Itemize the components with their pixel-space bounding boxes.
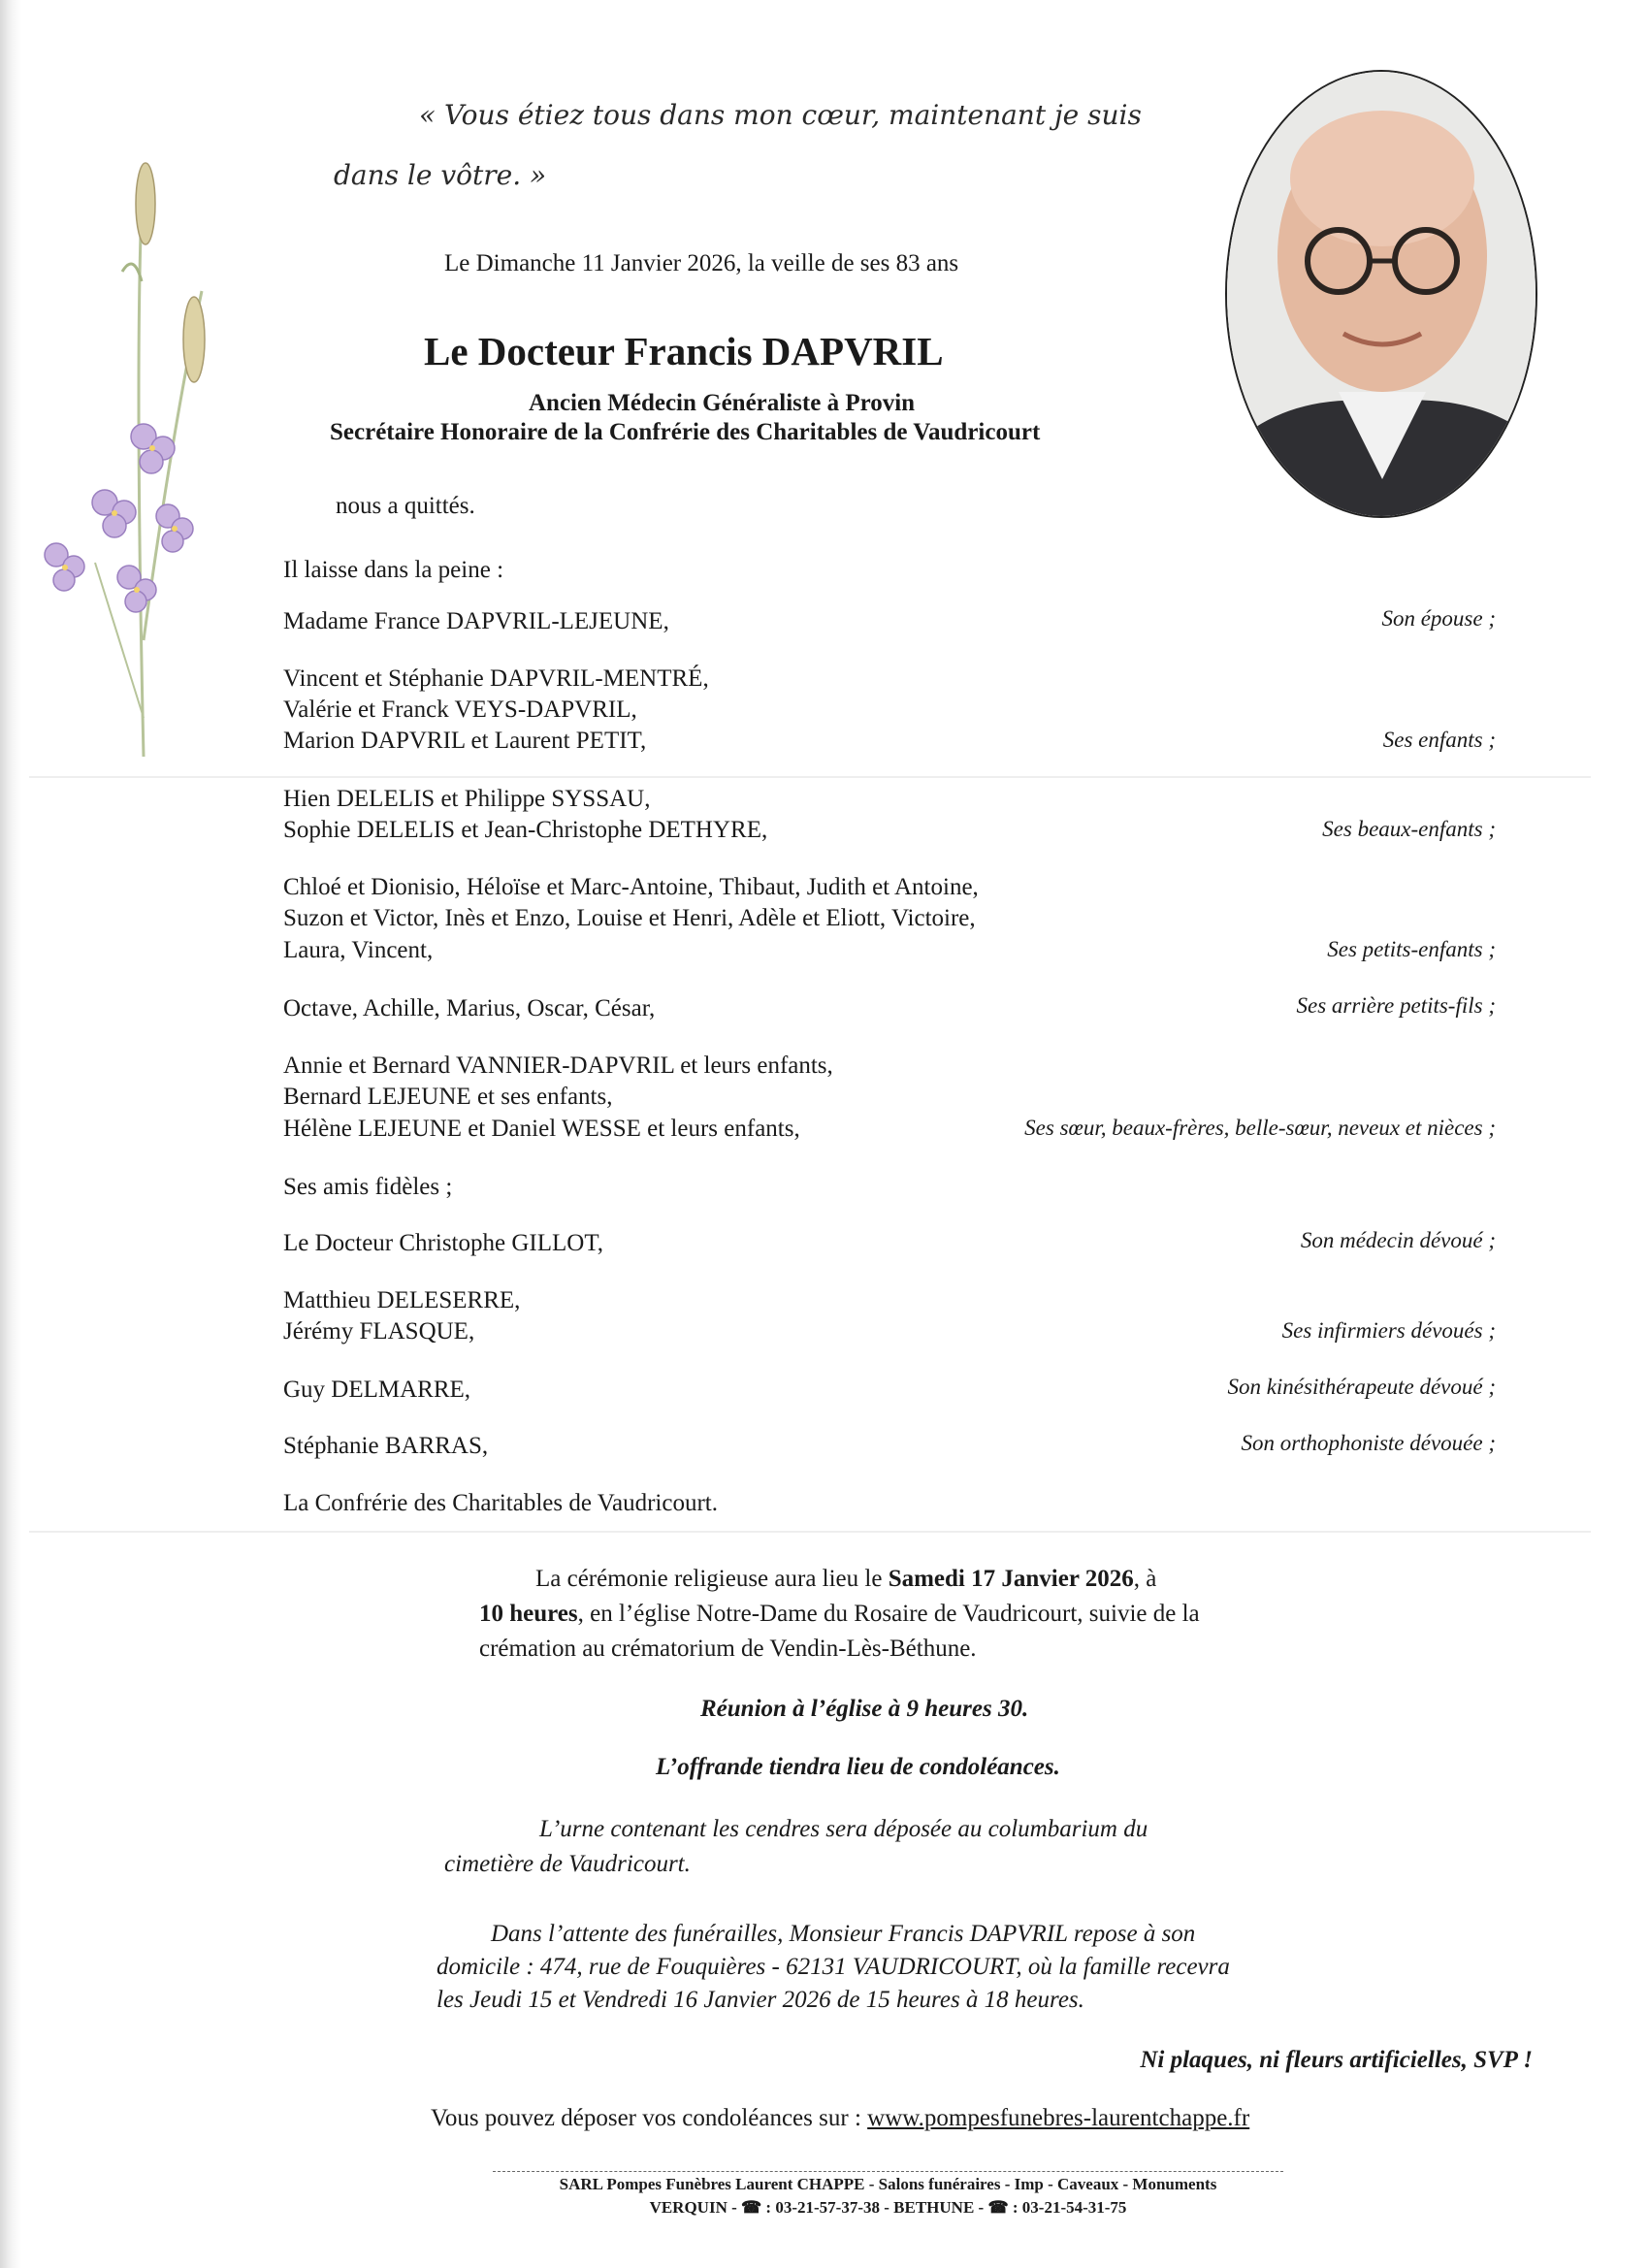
family-line: Matthieu DELESERRE, — [283, 1287, 521, 1313]
family-line: Marion DAPVRIL et Laurent PETIT, — [283, 728, 647, 754]
date-line: Le Dimanche 11 Janvier 2026, la veille de ses 83 ans — [444, 250, 959, 276]
family-line: Valérie et Franck VEYS-DAPVRIL, — [283, 697, 637, 723]
meeting-time: Réunion à l’église à 9 heures 30. — [700, 1696, 1029, 1722]
ceremony-line-3: crémation au crématorium de Vendin-Lès-Béthune. — [479, 1636, 977, 1662]
footer-contacts: VERQUIN - ☎ : 03-21-57-37-38 - BETHUNE - ☎ : 03-21-54-31-75 — [649, 2198, 1127, 2217]
family-line: Jérémy FLASQUE, — [283, 1318, 475, 1345]
rest-line-2: domicile : 474, rue de Fouquières - 62131 VAUDRICOURT, où la famille recevra — [436, 1954, 1230, 1980]
urn-line-2: cimetière de Vaudricourt. — [444, 1851, 691, 1877]
family-role: Son épouse ; — [1381, 606, 1496, 631]
no-flowers-note: Ni plaques, ni fleurs artificielles, SVP ! — [1140, 2047, 1533, 2073]
family-line: Octave, Achille, Marius, Oscar, César, — [283, 995, 656, 1021]
family-role: Ses sœur, beaux-frères, belle-sœur, neveux et nièces ; — [1024, 1116, 1496, 1140]
portrait-photo — [1225, 70, 1537, 518]
quote-line-1: « Vous étiez tous dans mon cœur, maintenant je suis — [419, 99, 1142, 131]
urn-line-1: L’urne contenant les cendres sera déposée au columbarium du — [539, 1816, 1148, 1842]
ceremony-date: Samedi 17 Janvier 2026 — [888, 1566, 1134, 1592]
condolences-link[interactable]: www.pompesfunebres-laurentchappe.fr — [867, 2105, 1250, 2131]
footer-company: SARL Pompes Funèbres Laurent CHAPPE - Salons funéraires - Imp - Caveaux - Monuments — [559, 2175, 1217, 2193]
deceased-name: Le Docteur Francis DAPVRIL — [424, 329, 944, 373]
flower-illustration — [27, 136, 211, 776]
family-role: Ses arrière petits-fils ; — [1296, 993, 1496, 1018]
page-edge-shadow — [0, 0, 21, 2268]
family-role: Ses petits-enfants ; — [1327, 937, 1496, 961]
condolences-line — [431, 2105, 1249, 2132]
rest-line-1: Dans l’attente des funérailles, Monsieur Francis DAPVRIL repose à son — [491, 1921, 1196, 1947]
family-line: Le Docteur Christophe GILLOT, — [283, 1230, 603, 1256]
family-line: Sophie DELELIS et Jean-Christophe DETHYRE, — [283, 817, 768, 843]
family-intro: Il laisse dans la peine : — [283, 557, 504, 583]
condolences-text: Vous pouvez déposer vos condoléances sur : — [431, 2105, 868, 2131]
family-role: Ses enfants ; — [1382, 728, 1496, 752]
rest-line-3: les Jeudi 15 et Vendredi 16 Janvier 2026 de 15 heures à 18 heures. — [436, 1987, 1084, 2013]
deceased-title-1: Ancien Médecin Généraliste à Provin — [529, 390, 916, 416]
family-line: Hien DELELIS et Philippe SYSSAU, — [283, 786, 651, 812]
family-line: Madame France DAPVRIL-LEJEUNE, — [283, 608, 669, 634]
family-line: La Confrérie des Charitables de Vaudricourt. — [283, 1490, 718, 1516]
ceremony-text: La cérémonie religieuse aura lieu le — [535, 1566, 889, 1592]
family-role: Son orthophoniste dévouée ; — [1241, 1431, 1496, 1455]
family-line: Ses amis fidèles ; — [283, 1174, 453, 1200]
offering-note: L’offrande tiendra lieu de condoléances. — [656, 1754, 1060, 1780]
ceremony-time: 10 heures — [479, 1601, 578, 1627]
family-line: Hélène LEJEUNE et Daniel WESSE et leurs enfants, — [283, 1116, 800, 1142]
quote-line-2: dans le vôtre. » — [334, 159, 547, 191]
family-line: Stéphanie BARRAS, — [283, 1433, 489, 1459]
family-line: Bernard LEJEUNE et ses enfants, — [283, 1084, 613, 1110]
ceremony-text: , en l’église Notre-Dame du Rosaire de Vaudricourt, suivie de la — [577, 1601, 1200, 1627]
ceremony-line-1 — [535, 1566, 1156, 1593]
family-line: Chloé et Dionisio, Héloïse et Marc-Antoine, Thibaut, Judith et Antoine, — [283, 874, 979, 900]
family-role: Son médecin dévoué ; — [1300, 1228, 1496, 1252]
ceremony-text: , à — [1133, 1566, 1157, 1592]
left-us-text: nous a quittés. — [336, 493, 475, 519]
family-role: Ses beaux-enfants ; — [1322, 817, 1496, 841]
family-line: Laura, Vincent, — [283, 937, 434, 963]
ceremony-line-2 — [479, 1601, 1200, 1628]
footer-divider — [493, 2171, 1283, 2172]
family-line: Annie et Bernard VANNIER-DAPVRIL et leurs enfants, — [283, 1053, 833, 1079]
family-role: Son kinésithérapeute dévoué ; — [1227, 1375, 1496, 1399]
family-line: Vincent et Stéphanie DAPVRIL-MENTRÉ, — [283, 665, 709, 692]
deceased-title-2: Secrétaire Honoraire de la Confrérie des Charitables de Vaudricourt — [330, 419, 1041, 445]
family-role: Ses infirmiers dévoués ; — [1281, 1318, 1496, 1343]
fold-line — [29, 776, 1591, 778]
family-line: Guy DELMARRE, — [283, 1377, 471, 1403]
family-line: Suzon et Victor, Inès et Enzo, Louise et Henri, Adèle et Eliott, Victoire, — [283, 905, 976, 931]
fold-line — [29, 1531, 1591, 1533]
